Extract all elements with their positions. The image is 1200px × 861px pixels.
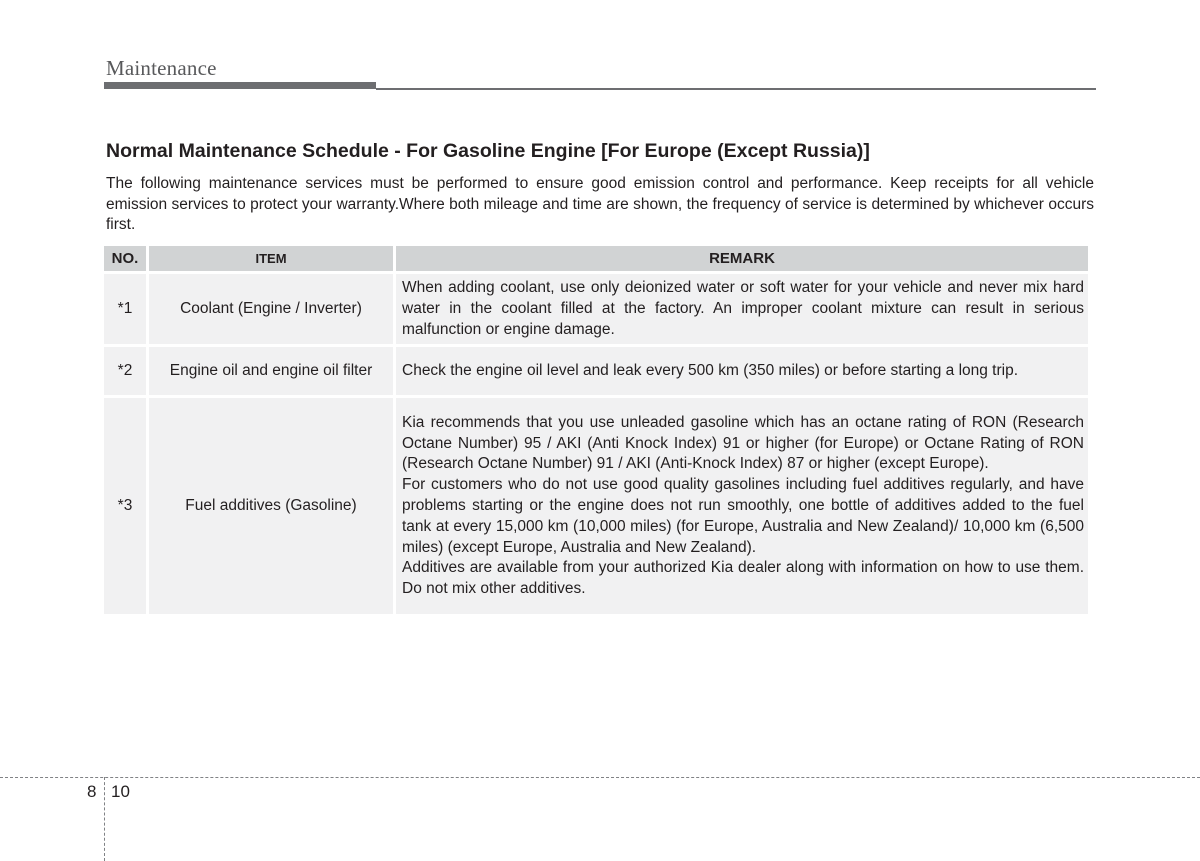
footer-rule <box>0 777 1200 778</box>
header-no: NO. <box>104 246 146 271</box>
remark-line: Check the engine oil level and leak every 500 km (350 miles) or before starting a long trip. <box>402 361 1019 379</box>
cell-remark <box>396 274 1088 344</box>
remark-line: For customers who do not use good quality gasolines including fuel additives regularly, and have problems starting or the engine does not run smoothly, one bottle of additives added to the fuel tank at every 15,000 km (10,000 miles) (for Europe, Australia and New Zealand)/ 10,000 km (6,500 miles) (except Europe, Australia and New Zealand). <box>402 476 1084 556</box>
cell-item: Engine oil and engine oil filter <box>149 347 393 395</box>
table-header-row <box>104 246 1088 271</box>
cell-item: Fuel additives (Gasoline) <box>149 398 393 614</box>
cell-no: *3 <box>104 398 146 614</box>
table-row <box>104 398 1088 614</box>
table-row <box>104 274 1088 344</box>
chapter-number: 8 <box>87 782 97 801</box>
header-rule-thin <box>376 88 1096 90</box>
intro-paragraph: The following maintenance services must be performed to ensure good emission control and performance. Keep receipts for all vehicle emission services to protect your warranty.Where both mileage and time are shown, the frequency of service is determined by whichever occurs first. <box>106 175 1094 233</box>
header-remark: REMARK <box>396 246 1088 271</box>
remark-line: Additives are available from your authorized Kia dealer along with information on how to use them. Do not mix other additives. <box>402 559 1084 598</box>
remark-line: Kia recommends that you use unleaded gasoline which has an octane rating of RON (Research Octane Number) 95 / AKI (Anti Knock Index) 91 or higher (for Europe) or Octane Rating of RON (Research Octane Number) 91 / AKI (Anti-Knock Index) 87 or higher (except Europe). <box>402 413 1084 473</box>
section-heading: Normal Maintenance Schedule - For Gasoline Engine [For Europe (Except Russia)] <box>106 140 870 162</box>
table-row <box>104 347 1088 395</box>
header-title: Maintenance <box>106 56 217 80</box>
page-number: 10 <box>111 782 130 801</box>
cell-no: *2 <box>104 347 146 395</box>
cell-no: *1 <box>104 274 146 344</box>
header-item: ITEM <box>149 246 393 271</box>
footer-divider <box>104 777 105 861</box>
remark-line: When adding coolant, use only deionized water or soft water for your vehicle and never mix hard water in the coolant filled at the factory. An improper coolant mixture can result in serious malfunction or engine damage. <box>402 279 1084 338</box>
cell-remark <box>396 398 1088 614</box>
cell-remark <box>396 347 1088 395</box>
maintenance-table <box>101 243 1091 617</box>
header-rule-thick <box>104 82 376 89</box>
cell-item: Coolant (Engine / Inverter) <box>149 274 393 344</box>
